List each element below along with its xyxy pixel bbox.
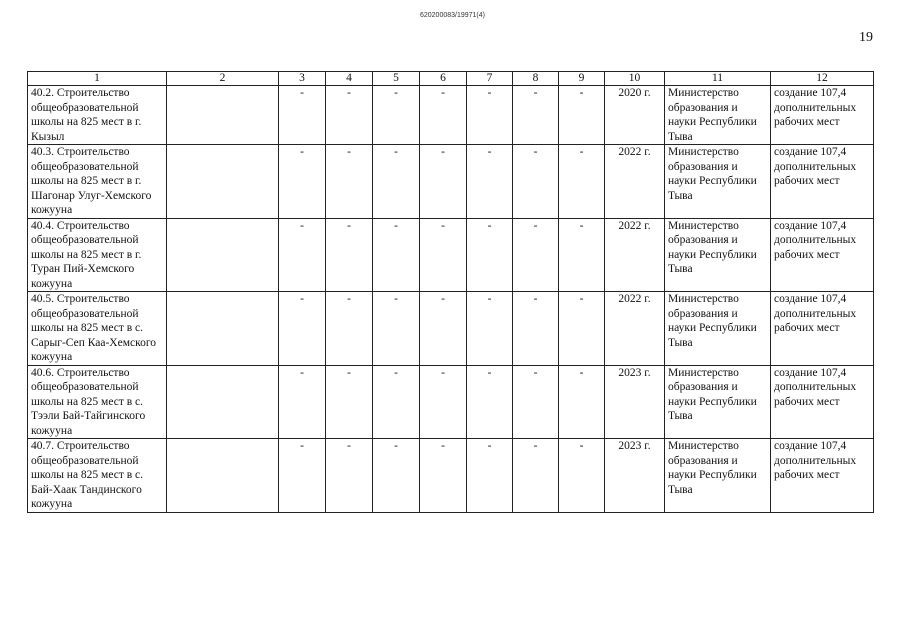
col-header-10: 10 [605, 72, 665, 86]
cell-col5: - [373, 439, 420, 513]
cell-organization: Министерство образования и науки Республики Тыва [665, 365, 771, 439]
cell-col8: - [513, 86, 559, 145]
table-row [28, 365, 874, 439]
cell-year: 2023 г. [605, 439, 665, 513]
cell-col8: - [513, 439, 559, 513]
cell-col5: - [373, 292, 420, 366]
activity-name: 40.6. Строительство общеобразовательной школы на 825 мест в с. Тээли Бай-Тайгинского кожууна [28, 365, 167, 439]
cell-result: создание 107,4 дополнительных рабочих мест [771, 145, 874, 219]
cell-col7: - [467, 292, 513, 366]
cell-col5: - [373, 365, 420, 439]
cell-organization: Министерство образования и науки Республики Тыва [665, 218, 771, 292]
cell-col6: - [420, 439, 467, 513]
cell-result: создание 107,4 дополнительных рабочих мест [771, 218, 874, 292]
cell-col6: - [420, 145, 467, 219]
cell-col3: - [279, 292, 326, 366]
cell-col4: - [326, 439, 373, 513]
table-row [28, 292, 874, 366]
cell-year: 2022 г. [605, 292, 665, 366]
cell-organization: Министерство образования и науки Республики Тыва [665, 86, 771, 145]
cell-col7: - [467, 86, 513, 145]
cell-col8: - [513, 145, 559, 219]
col-header-6: 6 [420, 72, 467, 86]
cell-col7: - [467, 145, 513, 219]
col-header-7: 7 [467, 72, 513, 86]
col-header-9: 9 [559, 72, 605, 86]
cell-col9: - [559, 86, 605, 145]
cell-result: создание 107,4 дополнительных рабочих мест [771, 86, 874, 145]
cell-col4: - [326, 292, 373, 366]
activity-name: 40.2. Строительство общеобразовательной школы на 825 мест в г. Кызыл [28, 86, 167, 145]
cell-year: 2022 г. [605, 218, 665, 292]
cell-col6: - [420, 292, 467, 366]
activity-name: 40.4. Строительство общеобразовательной школы на 825 мест в г. Туран Пий-Хемского кожууна [28, 218, 167, 292]
cell-year: 2020 г. [605, 86, 665, 145]
cell-col2 [167, 292, 279, 366]
program-table [27, 71, 874, 513]
cell-col6: - [420, 365, 467, 439]
cell-col2 [167, 145, 279, 219]
cell-col3: - [279, 145, 326, 219]
cell-col4: - [326, 218, 373, 292]
cell-col3: - [279, 365, 326, 439]
cell-col5: - [373, 86, 420, 145]
cell-result: создание 107,4 дополнительных рабочих мест [771, 439, 874, 513]
cell-col3: - [279, 439, 326, 513]
table-row [28, 439, 874, 513]
col-header-2: 2 [167, 72, 279, 86]
activity-name: 40.7. Строительство общеобразовательной школы на 825 мест в с. Бай-Хаак Тандинского кожууна [28, 439, 167, 513]
cell-col8: - [513, 292, 559, 366]
cell-col7: - [467, 218, 513, 292]
cell-col2 [167, 218, 279, 292]
cell-col9: - [559, 439, 605, 513]
cell-col6: - [420, 218, 467, 292]
table-row [28, 145, 874, 219]
col-header-3: 3 [279, 72, 326, 86]
cell-col4: - [326, 86, 373, 145]
cell-col3: - [279, 218, 326, 292]
col-header-4: 4 [326, 72, 373, 86]
cell-col2 [167, 439, 279, 513]
cell-col5: - [373, 218, 420, 292]
activity-name: 40.5. Строительство общеобразовательной школы на 825 мест в с. Сарыг-Сеп Каа-Хемского кожууна [28, 292, 167, 366]
cell-organization: Министерство образования и науки Республики Тыва [665, 439, 771, 513]
col-header-12: 12 [771, 72, 874, 86]
cell-col4: - [326, 365, 373, 439]
cell-col5: - [373, 145, 420, 219]
col-header-11: 11 [665, 72, 771, 86]
cell-col9: - [559, 145, 605, 219]
cell-col9: - [559, 218, 605, 292]
cell-col2 [167, 365, 279, 439]
cell-result: создание 107,4 дополнительных рабочих мест [771, 365, 874, 439]
cell-col8: - [513, 365, 559, 439]
col-header-8: 8 [513, 72, 559, 86]
table-row [28, 218, 874, 292]
cell-col3: - [279, 86, 326, 145]
cell-col6: - [420, 86, 467, 145]
cell-col2 [167, 86, 279, 145]
cell-col7: - [467, 365, 513, 439]
cell-organization: Министерство образования и науки Республики Тыва [665, 292, 771, 366]
cell-col4: - [326, 145, 373, 219]
cell-organization: Министерство образования и науки Республики Тыва [665, 145, 771, 219]
table-row [28, 86, 874, 145]
cell-col8: - [513, 218, 559, 292]
activity-name: 40.3. Строительство общеобразовательной школы на 825 мест в г. Шагонар Улуг-Хемского кожууна [28, 145, 167, 219]
cell-col7: - [467, 439, 513, 513]
document-id: 620200083/19971(4) [419, 12, 485, 19]
cell-col9: - [559, 365, 605, 439]
col-header-1: 1 [28, 72, 167, 86]
cell-year: 2022 г. [605, 145, 665, 219]
cell-col9: - [559, 292, 605, 366]
header-row [28, 72, 874, 86]
col-header-5: 5 [373, 72, 420, 86]
page-number: 19 [859, 30, 873, 45]
cell-result: создание 107,4 дополнительных рабочих мест [771, 292, 874, 366]
cell-year: 2023 г. [605, 365, 665, 439]
